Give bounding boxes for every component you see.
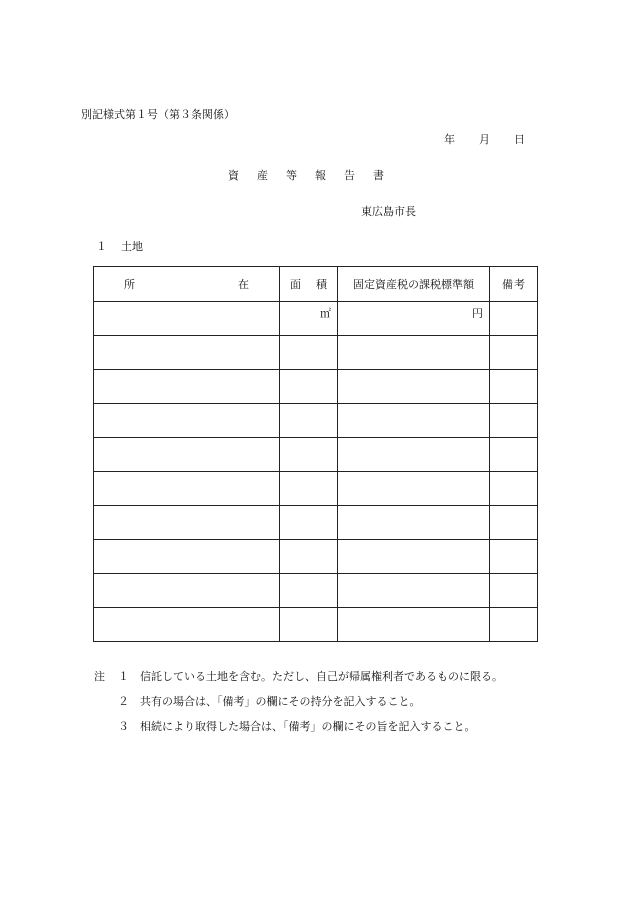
cell-area[interactable] (280, 574, 338, 608)
cell-remarks[interactable] (490, 404, 538, 438)
cell-area[interactable] (280, 336, 338, 370)
table-row (94, 404, 538, 438)
cell-tax-value[interactable] (338, 302, 490, 336)
section-number: １ (96, 240, 107, 253)
table-row (94, 540, 538, 574)
cell-remarks[interactable] (490, 608, 538, 642)
cell-area[interactable] (280, 608, 338, 642)
table-row (94, 336, 538, 370)
table-row (94, 574, 538, 608)
cell-location[interactable] (94, 336, 280, 370)
document-title: 資産等報告書 (228, 169, 402, 182)
header-location: 所 在 (94, 267, 280, 302)
cell-tax-value[interactable] (338, 404, 490, 438)
cell-location[interactable] (94, 404, 280, 438)
table-row (94, 608, 538, 642)
table-row (94, 302, 538, 336)
section-heading (96, 238, 143, 254)
note-number: １ (118, 670, 129, 683)
cell-area[interactable] (280, 302, 338, 336)
header-remarks: 備 考 (490, 267, 538, 302)
note-label: 注 (94, 670, 105, 683)
cell-location[interactable] (94, 540, 280, 574)
land-table (93, 266, 538, 642)
table-row (94, 370, 538, 404)
area-unit: ㎡ (320, 306, 331, 320)
tax-unit: 円 (472, 306, 483, 320)
note-3 (94, 718, 476, 734)
cell-location[interactable] (94, 438, 280, 472)
cell-remarks[interactable] (490, 302, 538, 336)
cell-location[interactable] (94, 574, 280, 608)
note-text: 相続により取得した場合は、「備考」の欄にその旨を記入すること。 (140, 720, 476, 733)
cell-tax-value[interactable] (338, 540, 490, 574)
table-header-row (94, 267, 538, 302)
cell-tax-value[interactable] (338, 506, 490, 540)
cell-tax-value[interactable] (338, 336, 490, 370)
cell-location[interactable] (94, 302, 280, 336)
note-number: ２ (118, 695, 129, 708)
cell-tax-value[interactable] (338, 472, 490, 506)
date-day-label: 日 (514, 133, 525, 146)
cell-tax-value[interactable] (338, 370, 490, 404)
cell-location[interactable] (94, 370, 280, 404)
cell-tax-value[interactable] (338, 574, 490, 608)
cell-area[interactable] (280, 506, 338, 540)
cell-tax-value[interactable] (338, 438, 490, 472)
cell-remarks[interactable] (490, 574, 538, 608)
table-row (94, 472, 538, 506)
cell-remarks[interactable] (490, 472, 538, 506)
cell-location[interactable] (94, 506, 280, 540)
cell-remarks[interactable] (490, 540, 538, 574)
cell-area[interactable] (280, 404, 338, 438)
note-text: 共有の場合は、「備考」の欄にその持分を記入すること。 (140, 695, 421, 708)
note-1 (94, 668, 503, 684)
cell-area[interactable] (280, 438, 338, 472)
cell-location[interactable] (94, 608, 280, 642)
cell-remarks[interactable] (490, 438, 538, 472)
note-2 (94, 693, 421, 709)
date-line (444, 131, 525, 147)
cell-remarks[interactable] (490, 370, 538, 404)
header-tax-value: 固定資産税の課税標準額 (338, 267, 490, 302)
recipient: 東広島市長 (361, 205, 416, 218)
date-year-label: 年 (444, 133, 455, 146)
cell-remarks[interactable] (490, 336, 538, 370)
cell-remarks[interactable] (490, 506, 538, 540)
note-text: 信託している土地を含む。ただし、自己が帰属権利者であるものに限る。 (140, 670, 503, 683)
form-number: 別記様式第１号（第３条関係） (81, 108, 235, 121)
cell-location[interactable] (94, 472, 280, 506)
section-label: 土地 (121, 240, 143, 253)
cell-area[interactable] (280, 540, 338, 574)
header-area: 面 積 (280, 267, 338, 302)
table-row (94, 506, 538, 540)
note-number: ３ (118, 720, 129, 733)
date-month-label: 月 (479, 133, 490, 146)
cell-tax-value[interactable] (338, 608, 490, 642)
cell-area[interactable] (280, 370, 338, 404)
cell-area[interactable] (280, 472, 338, 506)
table-row (94, 438, 538, 472)
